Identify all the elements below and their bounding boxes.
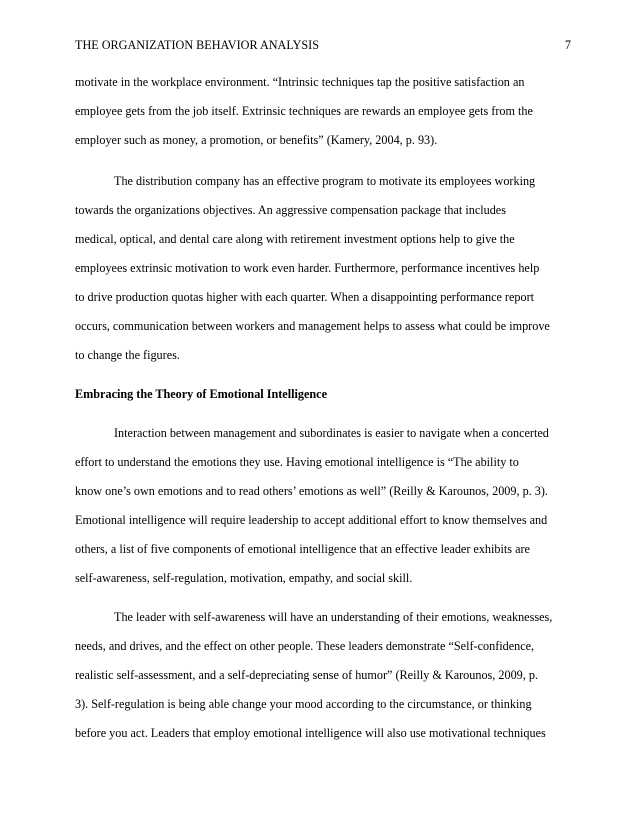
text-line: before you act. Leaders that employ emotional intelligence will also use motivational techniques <box>75 726 546 740</box>
text-line: motivate in the workplace environment. “Intrinsic techniques tap the positive satisfaction an <box>75 75 525 89</box>
text-line: realistic self-assessment, and a self-depreciating sense of humor” (Reilly & Karounos, 2009, p. <box>75 668 538 682</box>
text-line: know one’s own emotions and to read others’ emotions as well” (Reilly & Karounos, 2009, p. 3). <box>75 484 548 498</box>
text-line: self-awareness, self-regulation, motivation, empathy, and social skill. <box>75 571 413 585</box>
text-line: Emotional intelligence will require leadership to accept additional effort to know themselves and <box>75 513 548 527</box>
text-line: medical, optical, and dental care along with retirement investment options help to give the <box>75 232 515 246</box>
text-line: needs, and drives, and the effect on other people. These leaders demonstrate “Self-confidence, <box>75 639 535 653</box>
page-header <box>75 36 571 54</box>
text-line: employer such as money, a promotion, or benefits” (Kamery, 2004, p. 93). <box>75 133 438 147</box>
text-line: The leader with self-awareness will have an understanding of their emotions, weaknesses, <box>114 610 553 624</box>
text-line: others, a list of five components of emotional intelligence that an effective leader exhibits are <box>75 542 530 556</box>
text-line: The distribution company has an effective program to motivate its employees working <box>114 174 536 188</box>
text-line: effort to understand the emotions they use. Having emotional intelligence is “The ability to <box>75 455 519 469</box>
text-line: Interaction between management and subordinates is easier to navigate when a concerted <box>114 426 549 440</box>
text-line: occurs, communication between workers and management helps to assess what could be improve <box>75 319 550 333</box>
running-head: THE ORGANIZATION BEHAVIOR ANALYSIS <box>75 38 319 52</box>
text-line: towards the organizations objectives. An aggressive compensation package that includes <box>75 203 506 217</box>
text-line: employee gets from the job itself. Extrinsic techniques are rewards an employee gets from the <box>75 104 533 118</box>
section-heading: Embracing the Theory of Emotional Intelligence <box>75 387 327 401</box>
text-line: employees extrinsic motivation to work even harder. Furthermore, performance incentives help <box>75 261 540 275</box>
text-line: 3). Self-regulation is being able change your mood according to the circumstance, or thinking <box>75 697 532 711</box>
page-number: 7 <box>564 38 571 52</box>
text-line: to drive production quotas higher with each quarter. When a disappointing performance report <box>75 290 535 304</box>
text-line: to change the figures. <box>75 348 180 362</box>
